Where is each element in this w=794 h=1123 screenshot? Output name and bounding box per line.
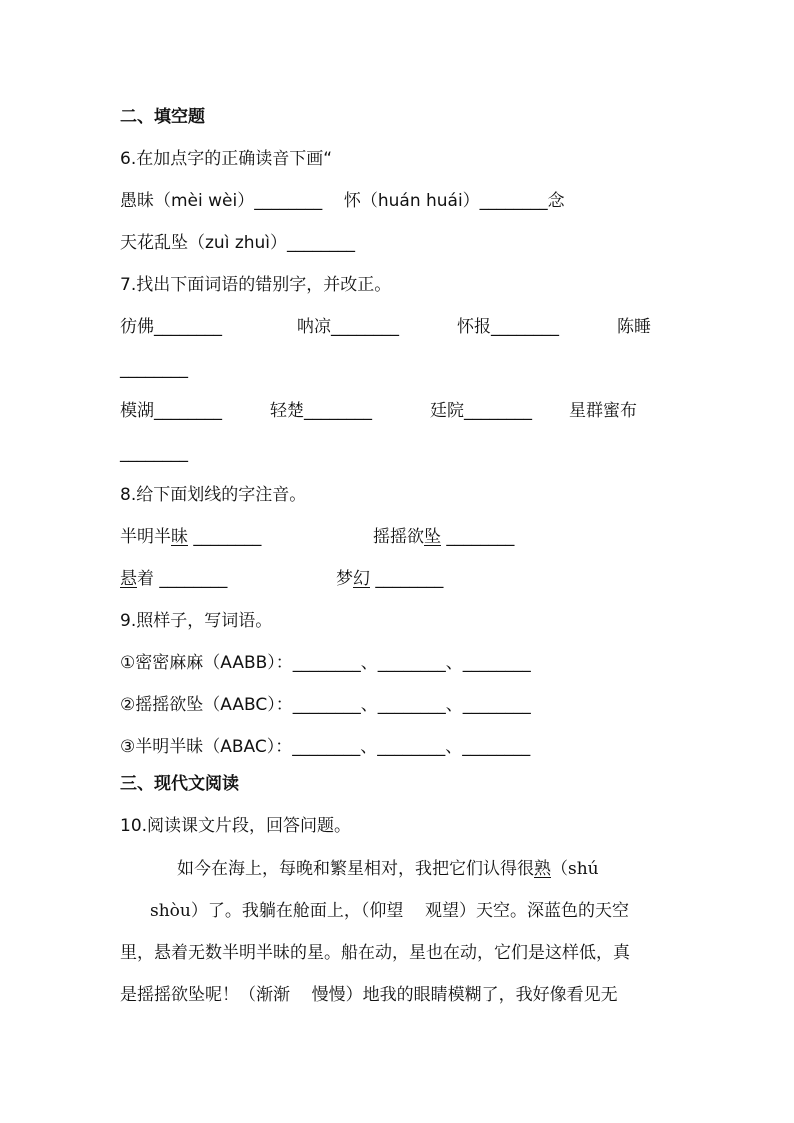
- q6-line2: 天花乱坠（zuì zhuì）________: [120, 233, 356, 253]
- q8-r2i1-underlined: 悬: [120, 569, 137, 589]
- passage-line2: shòu）了。我躺在舱面上，（仰望 观望）天空。深蓝色的天空: [150, 901, 629, 921]
- q8-row2-item2: [336, 568, 443, 590]
- q7-row2-item4: 星群蜜布: [569, 401, 637, 421]
- q7-row2-item3: 廷院________: [430, 401, 532, 421]
- section3-heading: 三、现代文阅读: [120, 774, 239, 794]
- q8-r1i1-underlined: 昧: [171, 527, 188, 547]
- q9-line2: ②摇摇欲坠（AABC）：________、________、________: [120, 695, 531, 715]
- q8-r2i2-post: ________: [370, 569, 444, 589]
- q7-row1-item1: 彷佛________: [120, 317, 222, 337]
- q8-prompt: 8.给下面划线的字注音。: [120, 485, 307, 505]
- q8-r2i2-underlined: 幻: [353, 569, 370, 589]
- q7-row2-item2: 轻楚________: [270, 401, 372, 421]
- q8-row1-item1: [120, 526, 261, 548]
- q8-row2-item1: [120, 568, 227, 590]
- q8-r1i2-pre: 摇摇欲: [373, 527, 424, 547]
- q6-prompt: 6.在加点字的正确读音下画“: [120, 149, 333, 169]
- passage-underlined-char: 熟: [534, 859, 551, 879]
- q8-r2i1-post: 着 ________: [137, 569, 228, 589]
- passage-line1: [177, 858, 599, 880]
- q8-r1i1-pre: 半明半: [120, 527, 171, 547]
- passage-line4: 是摇摇欲坠呢！（渐渐 慢慢）地我的眼睛模糊了，我好像看见无: [120, 985, 618, 1005]
- q7-row2-cont: ________: [120, 443, 188, 463]
- passage-line1-pre: 如今在海上，每晚和繁星相对，我把它们认得很: [177, 859, 534, 879]
- q8-r1i2-post: ________: [441, 527, 515, 547]
- q6-line1: 愚昧（mèi wèi）________ 怀（huán huái）________念: [120, 191, 565, 211]
- q7-row1-cont: ________: [120, 359, 188, 379]
- q8-r2i2-pre: 梦: [336, 569, 353, 589]
- q10-prompt: 10.阅读课文片段，回答问题。: [120, 816, 352, 836]
- q8-r1i1-post: ________: [188, 527, 262, 547]
- q9-line3: ③半明半昧（ABAC）：________、________、________: [120, 737, 531, 757]
- q7-row1-item3: 怀报________: [457, 317, 559, 337]
- q8-row1-item2: [373, 526, 514, 548]
- q9-prompt: 9.照样子，写词语。: [120, 611, 273, 631]
- q9-line1: ①密密麻麻（AABB）：________、________、________: [120, 653, 531, 673]
- q7-prompt: 7.找出下面词语的错别字，并改正。: [120, 275, 392, 295]
- q7-row1-item2: 呐凉________: [297, 317, 399, 337]
- q8-r1i2-underlined: 坠: [424, 527, 441, 547]
- passage-line1-post: （shú: [551, 859, 599, 879]
- section2-heading: 二、填空题: [120, 107, 205, 127]
- q7-row1-item4: 陈睡: [617, 317, 651, 337]
- q7-row2-item1: 模湖________: [120, 401, 222, 421]
- passage-line3: 里，悬着无数半明半昧的星。船在动，星也在动，它们是这样低，真: [120, 943, 630, 963]
